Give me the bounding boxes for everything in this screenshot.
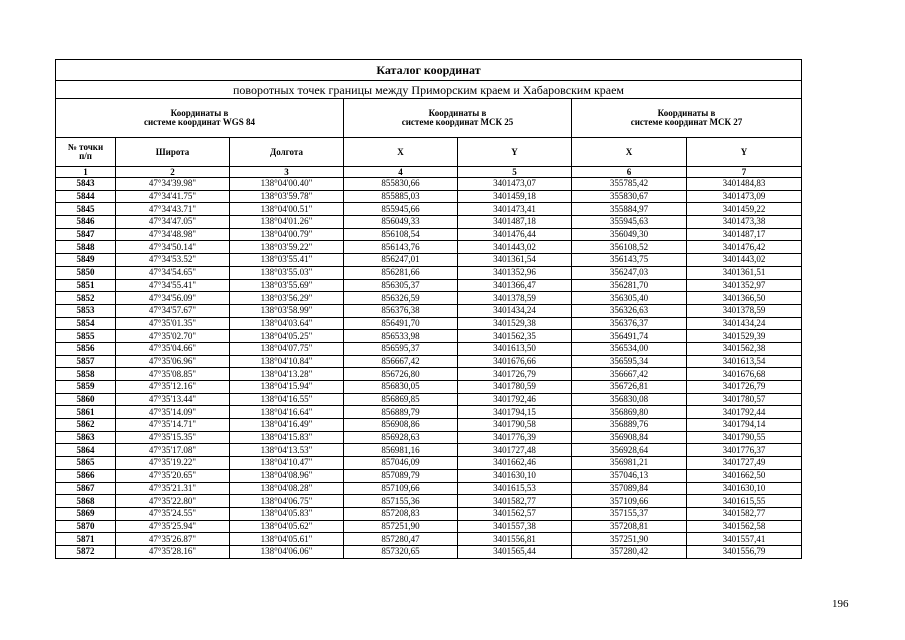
column-number: 3	[230, 167, 344, 178]
group-header-line: системе координат МСК 27	[630, 117, 743, 127]
y-msk25-cell: 3401529,38	[458, 317, 572, 330]
x-msk25-cell: 856595,37	[344, 342, 458, 355]
x-msk27-cell: 356143,75	[572, 254, 687, 267]
longitude-cell: 138°04'00.40"	[230, 178, 344, 191]
y-msk27-cell: 3401484,83	[687, 178, 802, 191]
y-msk25-cell: 3401487,18	[458, 216, 572, 229]
y-msk25-cell: 3401434,24	[458, 304, 572, 317]
longitude-cell: 138°04'05.62"	[230, 520, 344, 533]
y-msk25-cell: 3401443,02	[458, 241, 572, 254]
y-msk25-cell: 3401776,39	[458, 431, 572, 444]
latitude-cell: 47°35'14.71"	[116, 419, 230, 432]
x-msk27-cell: 357109,66	[572, 495, 687, 508]
point-number-cell: 5850	[56, 266, 116, 279]
point-number-cell: 5865	[56, 457, 116, 470]
x-msk25-cell: 856143,76	[344, 241, 458, 254]
latitude-cell: 47°34'47.05"	[116, 216, 230, 229]
x-msk25-cell: 856108,54	[344, 228, 458, 241]
table-row	[56, 457, 802, 470]
y-msk27-cell: 3401613,54	[687, 355, 802, 368]
x-msk27-cell: 355830,67	[572, 190, 687, 203]
point-number-cell: 5846	[56, 216, 116, 229]
longitude-cell: 138°03'59.78"	[230, 190, 344, 203]
y-msk25-cell: 3401459,18	[458, 190, 572, 203]
y-msk25-cell: 3401473,41	[458, 203, 572, 216]
y-msk27-cell: 3401352,97	[687, 279, 802, 292]
group-header-line: Координаты в	[657, 108, 716, 118]
y-msk25-cell: 3401378,59	[458, 292, 572, 305]
table-row	[56, 279, 802, 292]
y-msk27-cell: 3401459,22	[687, 203, 802, 216]
x-msk27-cell: 357280,42	[572, 545, 687, 558]
y-msk25-cell: 3401556,81	[458, 533, 572, 546]
y-msk25-cell: 3401794,15	[458, 406, 572, 419]
y-msk27-cell: 3401794,14	[687, 419, 802, 432]
page-number: 196	[832, 598, 849, 610]
group-header-msk25	[344, 99, 572, 138]
longitude-cell: 138°04'07.75"	[230, 342, 344, 355]
y-msk25-cell: 3401662,46	[458, 457, 572, 470]
x-msk25-cell: 857251,90	[344, 520, 458, 533]
longitude-cell: 138°04'13.28"	[230, 368, 344, 381]
longitude-cell: 138°03'55.69"	[230, 279, 344, 292]
point-number-cell: 5848	[56, 241, 116, 254]
point-number-cell: 5854	[56, 317, 116, 330]
y-msk25-cell: 3401615,53	[458, 482, 572, 495]
point-number-cell: 5868	[56, 495, 116, 508]
x-msk27-cell: 357208,81	[572, 520, 687, 533]
catalog-subtitle: поворотных точек границы между Приморским краем и Хабаровским краем	[56, 81, 802, 99]
y-msk27-cell: 3401556,79	[687, 545, 802, 558]
longitude-cell: 138°04'01.26"	[230, 216, 344, 229]
point-number-cell: 5862	[56, 419, 116, 432]
table-row	[56, 545, 802, 558]
x-msk27-cell: 355884,97	[572, 203, 687, 216]
latitude-cell: 47°35'24.55"	[116, 507, 230, 520]
table-row	[56, 228, 802, 241]
y-msk27-cell: 3401361,51	[687, 266, 802, 279]
point-number-cell: 5851	[56, 279, 116, 292]
latitude-cell: 47°35'12.16"	[116, 381, 230, 394]
table-row	[56, 342, 802, 355]
table-row	[56, 482, 802, 495]
x-msk27-cell: 356667,42	[572, 368, 687, 381]
table-row	[56, 241, 802, 254]
y-msk27-cell: 3401676,68	[687, 368, 802, 381]
x-msk27-cell: 357046,13	[572, 469, 687, 482]
table-row	[56, 330, 802, 343]
latitude-cell: 47°35'14.09"	[116, 406, 230, 419]
longitude-cell: 138°03'55.41"	[230, 254, 344, 267]
table-row	[56, 292, 802, 305]
y-msk27-cell: 3401562,58	[687, 520, 802, 533]
group-header-line: Координаты в	[428, 108, 487, 118]
latitude-cell: 47°35'13.44"	[116, 393, 230, 406]
x-msk27-cell: 356981,21	[572, 457, 687, 470]
table-row	[56, 190, 802, 203]
x-msk25-cell: 856726,80	[344, 368, 458, 381]
y-msk27-cell: 3401727,49	[687, 457, 802, 470]
x-msk27-cell: 356247,03	[572, 266, 687, 279]
latitude-cell: 47°35'04.66"	[116, 342, 230, 355]
longitude-cell: 138°03'59.22"	[230, 241, 344, 254]
point-number-cell: 5866	[56, 469, 116, 482]
group-header-wgs84	[56, 99, 344, 138]
y-msk27-cell: 3401792,44	[687, 406, 802, 419]
y-msk27-cell: 3401443,02	[687, 254, 802, 267]
y-msk27-cell: 3401366,50	[687, 292, 802, 305]
y-msk25-cell: 3401565,44	[458, 545, 572, 558]
y-msk25-cell: 3401792,46	[458, 393, 572, 406]
point-number-cell: 5858	[56, 368, 116, 381]
x-msk27-cell: 356326,63	[572, 304, 687, 317]
latitude-cell: 47°35'01.35"	[116, 317, 230, 330]
x-msk27-cell: 356595,34	[572, 355, 687, 368]
latitude-cell: 47°34'56.09"	[116, 292, 230, 305]
point-number-cell: 5852	[56, 292, 116, 305]
column-header-x-msk27: X	[572, 138, 687, 167]
x-msk25-cell: 855885,03	[344, 190, 458, 203]
column-number: 5	[458, 167, 572, 178]
x-msk27-cell: 356830,08	[572, 393, 687, 406]
y-msk27-cell: 3401434,24	[687, 317, 802, 330]
longitude-cell: 138°04'05.61"	[230, 533, 344, 546]
x-msk25-cell: 856908,86	[344, 419, 458, 432]
y-msk27-cell: 3401487,17	[687, 228, 802, 241]
x-msk25-cell: 856247,01	[344, 254, 458, 267]
longitude-cell: 138°04'08.28"	[230, 482, 344, 495]
x-msk25-cell: 856049,33	[344, 216, 458, 229]
column-header-line: п/п	[79, 151, 92, 161]
column-header-latitude: Широта	[116, 138, 230, 167]
point-number-cell: 5844	[56, 190, 116, 203]
x-msk25-cell: 856667,42	[344, 355, 458, 368]
latitude-cell: 47°34'50.14"	[116, 241, 230, 254]
x-msk25-cell: 856889,79	[344, 406, 458, 419]
longitude-cell: 138°04'15.94"	[230, 381, 344, 394]
table-row	[56, 304, 802, 317]
x-msk25-cell: 856305,37	[344, 279, 458, 292]
x-msk27-cell: 356376,37	[572, 317, 687, 330]
x-msk27-cell: 357251,90	[572, 533, 687, 546]
point-number-cell: 5871	[56, 533, 116, 546]
table-row	[56, 317, 802, 330]
latitude-cell: 47°35'08.85"	[116, 368, 230, 381]
x-msk25-cell: 857109,66	[344, 482, 458, 495]
point-number-cell: 5861	[56, 406, 116, 419]
table-row	[56, 393, 802, 406]
x-msk27-cell: 356491,74	[572, 330, 687, 343]
point-number-cell: 5859	[56, 381, 116, 394]
x-msk27-cell: 356908,84	[572, 431, 687, 444]
longitude-cell: 138°04'16.49"	[230, 419, 344, 432]
y-msk27-cell: 3401726,79	[687, 381, 802, 394]
latitude-cell: 47°35'21.31"	[116, 482, 230, 495]
latitude-cell: 47°35'25.94"	[116, 520, 230, 533]
group-header-line: Координаты в	[170, 108, 229, 118]
longitude-cell: 138°04'16.55"	[230, 393, 344, 406]
y-msk25-cell: 3401726,79	[458, 368, 572, 381]
y-msk25-cell: 3401676,66	[458, 355, 572, 368]
latitude-cell: 47°34'39.98"	[116, 178, 230, 191]
column-number: 2	[116, 167, 230, 178]
table-row	[56, 203, 802, 216]
point-number-cell: 5849	[56, 254, 116, 267]
y-msk25-cell: 3401727,48	[458, 444, 572, 457]
point-number-cell: 5845	[56, 203, 116, 216]
table-row	[56, 469, 802, 482]
x-msk27-cell: 356534,00	[572, 342, 687, 355]
x-msk25-cell: 856981,16	[344, 444, 458, 457]
table-row	[56, 520, 802, 533]
column-number: 4	[344, 167, 458, 178]
latitude-cell: 47°35'17.08"	[116, 444, 230, 457]
table-row	[56, 419, 802, 432]
x-msk27-cell: 356305,40	[572, 292, 687, 305]
catalog-title: Каталог координат	[56, 60, 802, 81]
longitude-cell: 138°03'58.99"	[230, 304, 344, 317]
latitude-cell: 47°35'28.16"	[116, 545, 230, 558]
latitude-cell: 47°34'57.67"	[116, 304, 230, 317]
point-number-cell: 5867	[56, 482, 116, 495]
point-number-cell: 5843	[56, 178, 116, 191]
latitude-cell: 47°35'06.96"	[116, 355, 230, 368]
latitude-cell: 47°35'22.80"	[116, 495, 230, 508]
y-msk27-cell: 3401529,39	[687, 330, 802, 343]
x-msk25-cell: 856491,70	[344, 317, 458, 330]
x-msk27-cell: 356049,30	[572, 228, 687, 241]
y-msk25-cell: 3401352,96	[458, 266, 572, 279]
x-msk27-cell: 357089,84	[572, 482, 687, 495]
y-msk27-cell: 3401662,50	[687, 469, 802, 482]
x-msk25-cell: 857208,83	[344, 507, 458, 520]
table-row	[56, 178, 802, 191]
y-msk27-cell: 3401378,59	[687, 304, 802, 317]
point-number-cell: 5864	[56, 444, 116, 457]
column-header-line: № точки	[67, 142, 104, 152]
table-row	[56, 254, 802, 267]
longitude-cell: 138°03'55.03"	[230, 266, 344, 279]
x-msk27-cell: 357155,37	[572, 507, 687, 520]
x-msk27-cell: 356108,52	[572, 241, 687, 254]
column-header-longitude: Долгота	[230, 138, 344, 167]
x-msk25-cell: 857280,47	[344, 533, 458, 546]
y-msk25-cell: 3401582,77	[458, 495, 572, 508]
y-msk27-cell: 3401615,55	[687, 495, 802, 508]
longitude-cell: 138°03'56.29"	[230, 292, 344, 305]
latitude-cell: 47°34'54.65"	[116, 266, 230, 279]
group-header-line: системе координат МСК 25	[401, 117, 514, 127]
group-header-line: системе координат WGS 84	[143, 117, 256, 127]
x-msk25-cell: 857155,36	[344, 495, 458, 508]
y-msk27-cell: 3401776,37	[687, 444, 802, 457]
y-msk27-cell: 3401790,55	[687, 431, 802, 444]
x-msk27-cell: 356869,80	[572, 406, 687, 419]
table-row	[56, 533, 802, 546]
point-number-cell: 5870	[56, 520, 116, 533]
point-number-cell: 5872	[56, 545, 116, 558]
x-msk27-cell: 356726,81	[572, 381, 687, 394]
longitude-cell: 138°04'03.64"	[230, 317, 344, 330]
longitude-cell: 138°04'06.75"	[230, 495, 344, 508]
latitude-cell: 47°34'43.71"	[116, 203, 230, 216]
latitude-cell: 47°35'19.22"	[116, 457, 230, 470]
longitude-cell: 138°04'05.25"	[230, 330, 344, 343]
x-msk25-cell: 857089,79	[344, 469, 458, 482]
latitude-cell: 47°34'55.41"	[116, 279, 230, 292]
latitude-cell: 47°34'48.98"	[116, 228, 230, 241]
y-msk27-cell: 3401473,38	[687, 216, 802, 229]
x-msk25-cell: 856928,63	[344, 431, 458, 444]
longitude-cell: 138°04'08.96"	[230, 469, 344, 482]
column-header-y-msk25: Y	[458, 138, 572, 167]
y-msk27-cell: 3401630,10	[687, 482, 802, 495]
table-row	[56, 406, 802, 419]
table-row	[56, 495, 802, 508]
column-header-y-msk27: Y	[687, 138, 802, 167]
x-msk25-cell: 857320,65	[344, 545, 458, 558]
table-row	[56, 355, 802, 368]
coordinate-catalog-table	[55, 59, 802, 559]
longitude-cell: 138°04'10.84"	[230, 355, 344, 368]
longitude-cell: 138°04'16.64"	[230, 406, 344, 419]
y-msk25-cell: 3401557,38	[458, 520, 572, 533]
y-msk27-cell: 3401557,41	[687, 533, 802, 546]
column-number: 7	[687, 167, 802, 178]
longitude-cell: 138°04'06.06"	[230, 545, 344, 558]
x-msk27-cell: 355945,63	[572, 216, 687, 229]
y-msk27-cell: 3401582,77	[687, 507, 802, 520]
point-number-cell: 5869	[56, 507, 116, 520]
latitude-cell: 47°35'26.87"	[116, 533, 230, 546]
latitude-cell: 47°35'02.70"	[116, 330, 230, 343]
y-msk25-cell: 3401473,07	[458, 178, 572, 191]
x-msk27-cell: 356281,70	[572, 279, 687, 292]
x-msk25-cell: 856869,85	[344, 393, 458, 406]
point-number-cell: 5863	[56, 431, 116, 444]
y-msk25-cell: 3401790,58	[458, 419, 572, 432]
x-msk25-cell: 855830,66	[344, 178, 458, 191]
column-number: 1	[56, 167, 116, 178]
x-msk25-cell: 857046,09	[344, 457, 458, 470]
x-msk27-cell: 356889,76	[572, 419, 687, 432]
y-msk27-cell: 3401562,38	[687, 342, 802, 355]
point-number-cell: 5847	[56, 228, 116, 241]
y-msk27-cell: 3401780,57	[687, 393, 802, 406]
longitude-cell: 138°04'10.47"	[230, 457, 344, 470]
x-msk25-cell: 856830,05	[344, 381, 458, 394]
x-msk25-cell: 856281,66	[344, 266, 458, 279]
x-msk27-cell: 356928,64	[572, 444, 687, 457]
latitude-cell: 47°35'15.35"	[116, 431, 230, 444]
x-msk25-cell: 856533,98	[344, 330, 458, 343]
latitude-cell: 47°34'53.52"	[116, 254, 230, 267]
column-header-x-msk25: X	[344, 138, 458, 167]
y-msk27-cell: 3401476,42	[687, 241, 802, 254]
x-msk25-cell: 855945,66	[344, 203, 458, 216]
x-msk25-cell: 856326,59	[344, 292, 458, 305]
y-msk25-cell: 3401361,54	[458, 254, 572, 267]
y-msk25-cell: 3401476,44	[458, 228, 572, 241]
table-row	[56, 444, 802, 457]
y-msk25-cell: 3401366,47	[458, 279, 572, 292]
column-header-point-number	[56, 138, 116, 167]
point-number-cell: 5857	[56, 355, 116, 368]
table-row	[56, 216, 802, 229]
table-row	[56, 266, 802, 279]
x-msk25-cell: 856376,38	[344, 304, 458, 317]
table-row	[56, 431, 802, 444]
column-number: 6	[572, 167, 687, 178]
table-row	[56, 507, 802, 520]
longitude-cell: 138°04'13.53"	[230, 444, 344, 457]
point-number-cell: 5860	[56, 393, 116, 406]
table-row	[56, 381, 802, 394]
latitude-cell: 47°34'41.75"	[116, 190, 230, 203]
table-rows	[56, 178, 802, 559]
y-msk25-cell: 3401780,59	[458, 381, 572, 394]
point-number-cell: 5853	[56, 304, 116, 317]
y-msk25-cell: 3401562,57	[458, 507, 572, 520]
latitude-cell: 47°35'20.65"	[116, 469, 230, 482]
y-msk25-cell: 3401613,50	[458, 342, 572, 355]
group-header-msk27	[572, 99, 802, 138]
longitude-cell: 138°04'05.83"	[230, 507, 344, 520]
x-msk27-cell: 355785,42	[572, 178, 687, 191]
y-msk27-cell: 3401473,09	[687, 190, 802, 203]
longitude-cell: 138°04'00.51"	[230, 203, 344, 216]
point-number-cell: 5856	[56, 342, 116, 355]
column-numbers-row	[56, 167, 802, 178]
longitude-cell: 138°04'15.83"	[230, 431, 344, 444]
point-number-cell: 5855	[56, 330, 116, 343]
table-row	[56, 368, 802, 381]
y-msk25-cell: 3401630,10	[458, 469, 572, 482]
y-msk25-cell: 3401562,35	[458, 330, 572, 343]
longitude-cell: 138°04'00.79"	[230, 228, 344, 241]
